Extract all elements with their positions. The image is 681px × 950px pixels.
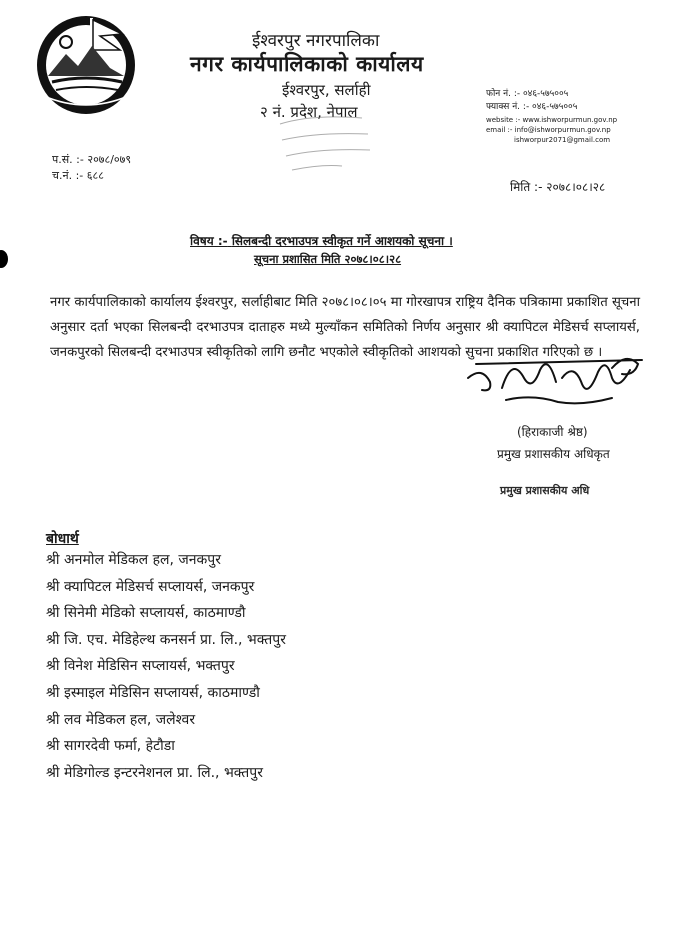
cc-heading: बोधार्थ	[46, 531, 79, 547]
municipality-name: ईश्वरपुर नगरपालिका	[252, 31, 380, 51]
handwritten-signature	[462, 348, 652, 410]
signatory-title: प्रमुख प्रशासकीय अधिकृत	[497, 447, 610, 461]
municipality-emblem-logo	[30, 14, 142, 116]
signatory-name: (हिराकाजी श्रेष्ठ)	[517, 425, 588, 439]
subject-text: सिलबन्दी दरभाउपत्र स्वीकृत गर्ने आशयको सूचना ।	[231, 234, 453, 248]
patra-sankhya: प.सं. :- २०७८/०७९	[52, 153, 132, 166]
cc-recipient: श्री सिनेमी मेडिको सप्लायर्स, काठमाण्डौ	[46, 605, 246, 622]
notice-body: नगर कार्यपालिकाको कार्यालय ईश्वरपुर, सर्लाहीबाट मिति २०७८।०८।०५ मा गोरखापत्र राष्ट्रिय दैनिक पत्रिकामा प्रकाशित सूचना अनुसार दर्ता भएका सिलबन्दी दरभाउपत्र दाताहरु मध्ये मुल्याँकन समितिको निर्णय अनुसार श्री क्यापिटल मेडिसर्च सप्लायर्स, जनकपुरको सिलबन्दी दरभाउपत्र स्वीकृतिको लागि छनौट भएकोले स्वीकृतिको आशयको सुचना प्रकाशित गरिएको छ ।	[50, 295, 640, 360]
cc-recipient: श्री जि. एच. मेडिहेल्थ कनसर्न प्रा. लि., भक्तपुर	[46, 631, 286, 648]
contact-email: email :- info@ishworpurmun.gov.np	[486, 126, 611, 134]
address-line-2: २ नं. प्रदेश, नेपाल	[260, 103, 358, 121]
cc-recipient: श्री क्यापिटल मेडिसर्च सप्लायर्स, जनकपुर	[46, 578, 255, 595]
chalani-number: च.नं. :- ६८८	[52, 169, 104, 182]
cc-recipient: श्री सागरदेवी फर्मा, हेटौडा	[46, 738, 175, 755]
cc-recipient-list	[46, 547, 286, 786]
binder-hole	[0, 250, 8, 268]
contact-phone: फोन नं. :- ०४६-५७५००५	[486, 89, 569, 99]
notice-published-date: सूचना प्रशासित मिति २०७८।०८।२८	[254, 252, 402, 266]
subject-line	[190, 232, 453, 249]
contact-email-secondary: ishworpur2071@gmail.com	[514, 136, 611, 144]
signatory-stamp: प्रमुख प्रशासकीय अधि	[500, 484, 590, 497]
cc-recipient: श्री मेडिगोल्ड इन्टरनेशनल प्रा. लि., भक्तपुर	[46, 764, 263, 781]
cc-recipient: श्री इस्माइल मेडिसिन सप्लायर्स, काठमाण्डौ	[46, 684, 260, 701]
contact-fax: फ्याक्स नं. :- ०४६-५७५००५	[486, 102, 578, 112]
office-rubber-stamp	[272, 104, 382, 184]
cc-recipient: श्री लव मेडिकल हल, जलेश्वर	[46, 711, 196, 728]
cc-recipient: श्री अनमोल मेडिकल हल, जनकपुर	[46, 552, 221, 568]
address-line-1: ईश्वरपुर, सर्लाही	[282, 81, 371, 99]
cc-recipient: श्री विनेश मेडिसिन सप्लायर्स, भक्तपुर	[46, 658, 235, 675]
letter-date: मिति :- २०७८।०८।२८	[510, 180, 606, 194]
subject-label: विषय :-	[190, 234, 228, 248]
office-title: नगर कार्यपालिकाको कार्यालय	[190, 52, 424, 76]
contact-website: website :- www.ishworpurmun.gov.np	[486, 116, 618, 124]
